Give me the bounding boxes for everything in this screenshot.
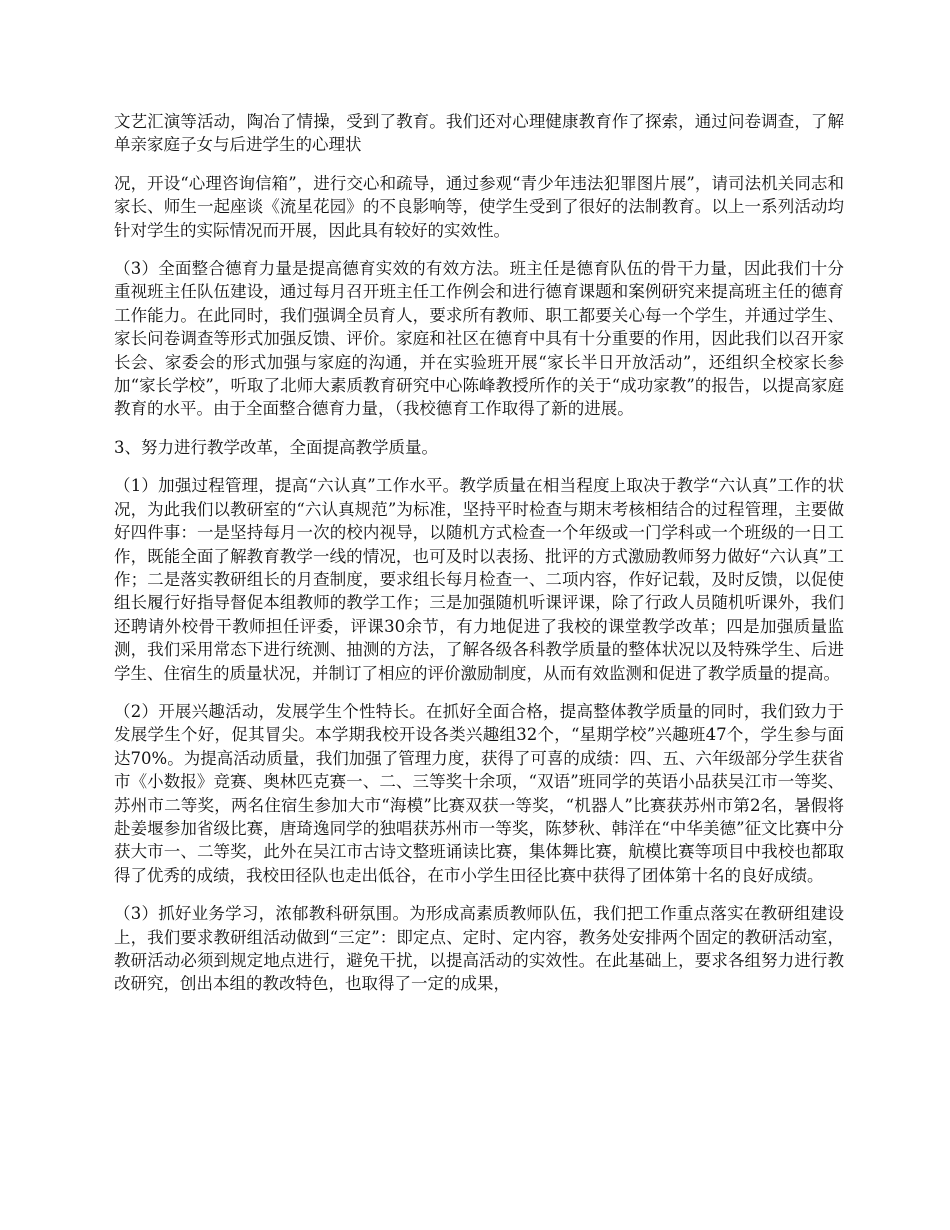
paragraph-moral-education-integration: （3）全面整合德育力量是提高德育实效的有效方法。班主任是德育队伍的骨干力量，因此我们十分重视班主任队伍建设，通过每月召开班主任工作例会和进行德育课题和案例研究来提高班主任的德育工作能力。在此同时，我们强调全员育人，要求所有教师、职工都要关心每一个学生，并通过学生、家长问卷调查等形式加强反馈、评价。家庭和社区在德育中具有十分重要的作用，因此我们以召开家长会、家委会的形式加强与家庭的沟通，并在实验班开展“家长半日开放活动”，还组织全校家长参加“家长学校”，听取了北师大素质教育研究中心陈峰教授所作的关于“成功家教”的报告，以提高家庭教育的水平。由于全面整合德育力量，（我校德育工作取得了新的进展。	[114, 259, 844, 419]
paragraph-process-management: （1）加强过程管理，提高“六认真”工作水平。教学质量在相当程度上取决于教学“六认真”工作的状况，为此我们以教研室的“六认真规范”为标准，坚持平时检查与期末考核相结合的过程管理，主要做好四件事：一是坚持每月一次的校内视导，以随机方式检查一个年级或一门学科或一个班级的一日工作，既能全面了解教育教学一线的情况，也可及时以表扬、批评的方式激励教师努力做好“六认真”工作；二是落实教研组长的月查制度，要求组长每月检查一、二项内容，作好记载，及时反馈，以促使组长履行好指导督促本组教师的教学工作；三是加强随机听课评课，除了行政人员随机听课外，我们还聘请外校骨干教师担任评委，评课30余节，有力地促进了我校的课堂教学改革；四是加强质量监测，我们采用常态下进行统测、抽测的方法，了解各级各科教学质量的整体状况以及特殊学生、后进学生、住宿生的质量状况，并制订了相应的评价激励制度，从而有效监测和促进了教学质量的提高。	[114, 476, 844, 683]
paragraph-legal-education: 况，开设“心理咨询信箱”，进行交心和疏导，通过参观“青少年违法犯罪图片展”，请司法机关同志和家长、师生一起座谈《流星花园》的不良影响等，使学生受到了很好的法制教育。以上一系列活动均针对学生的实际情况而开展，因此具有较好的实效性。	[114, 173, 844, 240]
paragraph-professional-study: （3）抓好业务学习，浓郁教科研氛围。为形成高素质教师队伍，我们把工作重点落实在教研组建设上，我们要求教研组活动做到“三定”：即定点、定时、定内容，教务处安排两个固定的教研活动室，教研活动必须到规定地点进行，避免干扰，以提高活动的实效性。在此基础上，要求各组努力进行教改研究，创出本组的教改特色，也取得了一定的成果，	[114, 904, 844, 994]
document-body	[114, 110, 844, 1011]
paragraph-mental-health-intro: 文艺汇演等活动，陶冶了情操，受到了教育。我们还对心理健康教育作了探索，通过问卷调查，了解单亲家庭子女与后进学生的心理状	[114, 112, 844, 155]
section-heading-teaching-reform: 3、努力进行教学改革，全面提高教学质量。	[114, 437, 438, 457]
paragraph-interest-activities: （2）开展兴趣活动，发展学生个性特长。在抓好全面合格，提高整体教学质量的同时，我们致力于发展学生个好，促其冒尖。本学期我校开设各类兴趣组32个，“星期学校”兴趣班47个，学生参与面达70%。为提高活动质量，我们加强了管理力度，获得了可喜的成绩：四、五、六年级部分学生获省市《小数报》竞赛、奥林匹克赛一、二、三等奖十余项，“双语”班同学的英语小品获吴江市一等奖、苏州市二等奖，两名住宿生参加大市“海模”比赛双获一等奖，“机器人”比赛获苏州市第2名，暑假将赴姜堰参加省级比赛，唐琦逸同学的独唱获苏州市一等奖，陈梦秋、韩洋在“中华美德”征文比赛中分获大市一、二等奖，此外在吴江市古诗文整班诵读比赛，集体舞比赛，航模比赛等项目中我校也都取得了优秀的成绩，我校田径队也走出低谷，在市小学生田径比赛中获得了团体第十名的良好成绩。	[114, 701, 844, 885]
